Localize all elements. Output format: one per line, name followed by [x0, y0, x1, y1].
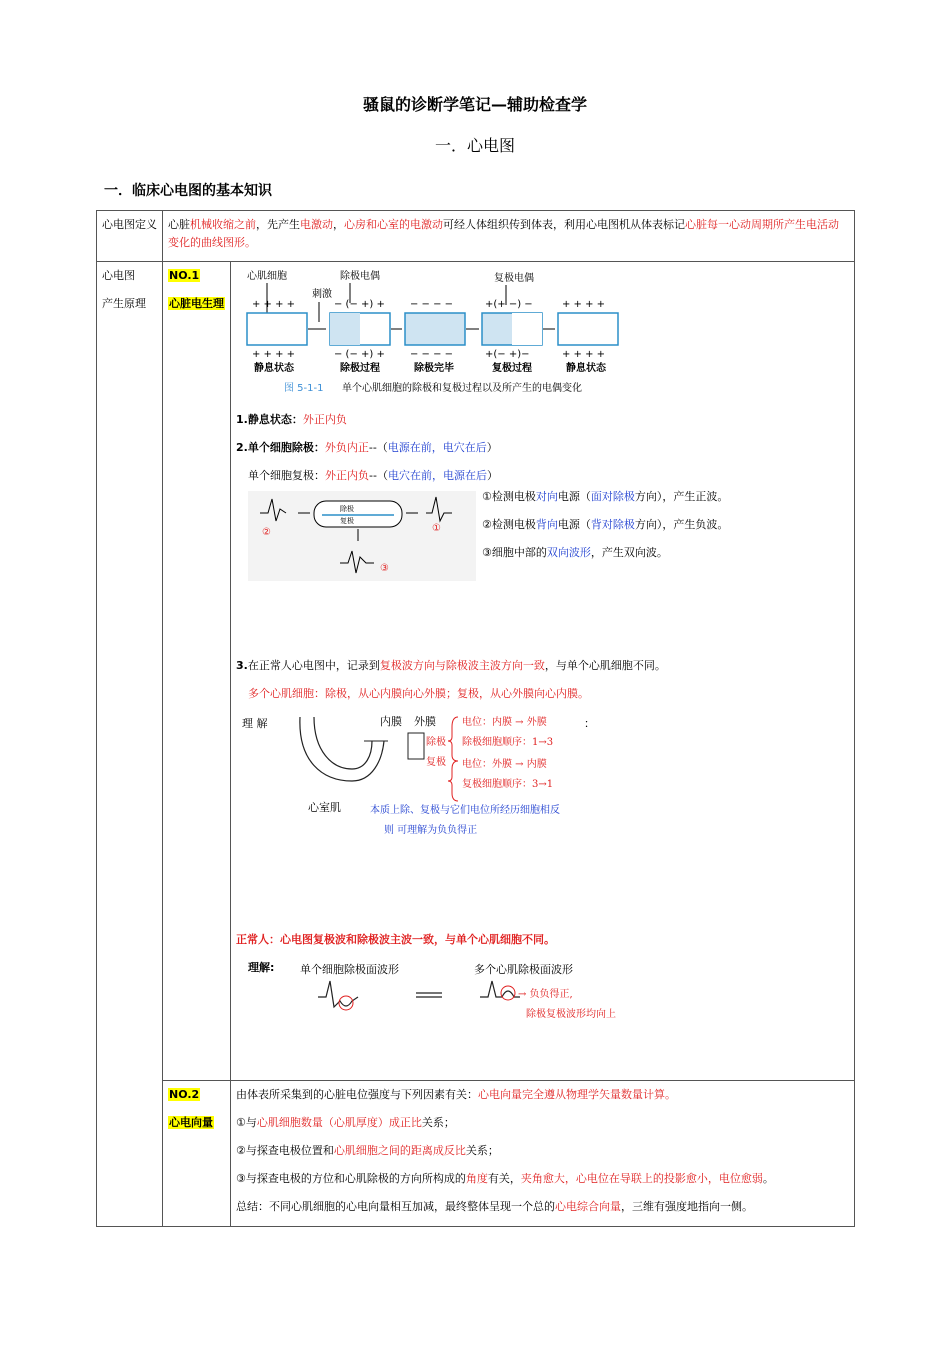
fig2-cell	[314, 501, 402, 527]
electrode-emphasis: 面对除极	[590, 490, 635, 503]
fig1-cell-depolarized	[405, 313, 465, 345]
vector-row	[97, 1081, 855, 1227]
point3-text: ，与单个心肌细胞不同。	[544, 659, 666, 672]
fig1-label-repol: 复极过程	[492, 363, 532, 374]
definition-emphasis: 机械收缩之前	[190, 218, 256, 231]
definition-text: 可经人体组织传到体表，利用心电图机从体表标记	[443, 218, 685, 231]
fig1-charge: + + + +	[562, 349, 606, 360]
vector-emphasis: 夹角愈大，心电位在导联上的投影愈小，电位愈弱	[520, 1172, 763, 1185]
electrode-text: 方向），产生负波。	[634, 518, 729, 531]
fig3-cell-stack	[408, 733, 424, 759]
fig2-depol-label: 除极	[340, 505, 354, 513]
fig4-note2: 除极复极波形均向上	[526, 1009, 616, 1020]
normal-person-note: 正常人：心电图复极波和除极波主波一致，与单个心肌细胞不同。	[236, 933, 555, 946]
repol-label: 单个细胞复极：	[248, 469, 325, 482]
fig3-outer-label: 外膜	[414, 715, 436, 728]
understand-label-2: 理解:	[248, 961, 275, 974]
no1-badge: NO.1	[169, 269, 200, 282]
fig1-label-cell: 心肌细胞	[247, 271, 287, 282]
repol-sep: --（	[369, 469, 388, 482]
fig1-label-depol-done: 除极完毕	[414, 363, 454, 374]
definition-row	[97, 211, 855, 262]
point3-num: 3.	[236, 659, 248, 672]
fig4-right-label: 多个心肌除极面波形	[474, 963, 573, 976]
vector-emphasis: 心肌细胞数量（心肌厚度）成正比	[256, 1116, 422, 1129]
depol-label: 2.单个细胞除极：	[236, 441, 325, 454]
fig3-inner-label: 内膜	[380, 715, 402, 728]
vector-text: 关系；	[421, 1116, 455, 1129]
no2-badge: NO.2	[169, 1088, 200, 1101]
waveform-comparison	[296, 957, 646, 1027]
fig2-num1: ①	[432, 523, 441, 534]
vector-emphasis: 心肌细胞之间的距离成反比	[333, 1144, 466, 1157]
resting-label: 1.静息状态：	[236, 413, 303, 426]
fig3-line2: 除极细胞顺序：1→3	[462, 737, 554, 748]
definition-label-cell	[97, 211, 163, 262]
fig1-charge: − − − −	[410, 299, 454, 310]
chapter-title: 一．心电图	[434, 136, 515, 155]
electrode-emphasis: 背对除极	[590, 518, 635, 531]
fig1-charge: − (− +) +	[334, 349, 385, 360]
fig1-charge: +(− +)−	[485, 349, 530, 360]
electrode-text: 电源（	[557, 518, 591, 531]
vector-text: 。	[762, 1172, 774, 1185]
fig1-charge: +(+ −) −	[485, 299, 533, 310]
fig1-label-depol-dipole: 除极电偶	[340, 271, 380, 282]
vector-text: 关系；	[465, 1144, 499, 1157]
definition-text: 心脏	[168, 218, 190, 231]
depol-value: 外负内正	[324, 441, 369, 454]
vector-emphasis: 心电综合向量	[555, 1200, 621, 1213]
section-heading: 一．临床心电图的基本知识	[104, 183, 272, 199]
principle-row	[97, 262, 855, 1081]
fig4-note1: → 负负得正,	[518, 989, 573, 1000]
fig1-caption: 单个心肌细胞的除极和复极过程以及所产生的电偶变化	[342, 383, 582, 394]
fig1-clear	[512, 313, 542, 345]
principle-label-line2: 产生原理	[102, 297, 146, 310]
understanding-block-1	[236, 711, 849, 851]
fig3-repol-label: 复极	[426, 757, 446, 768]
fig1-charge: + + + +	[562, 299, 606, 310]
point3-emphasis: 复极波方向与除极波主波方向一致	[379, 659, 545, 672]
no2-cell	[163, 1081, 231, 1227]
repol-end: ）	[486, 469, 498, 482]
depol-note: 电源在前，电穴在后	[387, 441, 487, 454]
vector-text: 有关，	[487, 1172, 521, 1185]
fig1-hatch	[330, 313, 360, 345]
no1-cell	[163, 262, 231, 1081]
vector-text: ①与	[236, 1116, 257, 1129]
electrode-emphasis: 背向	[535, 518, 558, 531]
definition-text-cell	[163, 211, 855, 262]
fig1-label-rest2: 静息状态	[566, 363, 606, 374]
electrode-diagram	[248, 491, 476, 581]
fig4-left-label: 单个细胞除极面波形	[300, 963, 399, 976]
fig2-num2: ②	[262, 527, 271, 538]
fig1-charge: + + + +	[252, 349, 296, 360]
fig1-label-depol: 除极过程	[340, 363, 380, 374]
fig3-depol-label: 除极	[426, 737, 446, 748]
electrode-text: ，产生双向波。	[590, 546, 668, 559]
understanding-block-2	[236, 957, 849, 1037]
multi-cell-note: 多个心肌细胞：除极，从心内膜向心外膜；复极，从心外膜向心内膜。	[248, 687, 589, 700]
electrophysiology-content	[231, 262, 855, 1081]
principle-label-line1: 心电图	[102, 269, 135, 282]
electrode-text: ①检测电极	[482, 490, 536, 503]
definition-emphasis: 电激动	[300, 218, 333, 231]
fig2-repol-label: 复极	[340, 517, 354, 525]
electrode-emphasis: 双向波形	[546, 546, 591, 559]
definition-text: ，	[333, 218, 344, 231]
fig3-muscle-label: 心室肌	[308, 801, 341, 814]
fig1-charge: − − − −	[410, 349, 454, 360]
fig3-inner-wall	[314, 717, 372, 769]
fig4-highlight	[501, 986, 515, 1000]
vector-text: ，三维有强度地指向一侧。	[621, 1200, 753, 1213]
vector-emphasis: 心电向量完全遵从物理学矢量数量计算。	[478, 1088, 676, 1101]
vector-text: ②与探查电极位置和	[236, 1144, 334, 1157]
vector-content	[231, 1081, 855, 1227]
repol-value: 外正内负	[325, 469, 369, 482]
fig3-line3: 电位：外膜 → 内膜	[462, 759, 547, 770]
fig3-brace-bottom	[448, 761, 458, 801]
depol-sep: --（	[368, 441, 388, 454]
fig1-charge: + + + +	[252, 299, 296, 310]
fig1-cell-resting	[247, 313, 307, 345]
depol-end: ）	[486, 441, 498, 454]
electrode-block	[236, 491, 849, 581]
fig4-single-wave	[318, 981, 358, 1007]
fig1-label-stimulus: 刺激	[312, 289, 332, 300]
ventricle-sketch	[292, 711, 622, 841]
fig1-label-rest: 静息状态	[254, 363, 294, 374]
electrode-explanations	[482, 483, 728, 581]
fig3-line4: 复极细胞顺序：3→1	[462, 779, 554, 790]
fig1-cell-rest-again	[558, 313, 618, 345]
definition-emphasis: 心房和心室的电激动	[344, 218, 443, 231]
resting-value: 外正内负	[302, 413, 347, 426]
point3-text: 在正常人心电图中，记录到	[247, 659, 380, 672]
vector-text: 总结：不同心肌细胞的心电向量相互加减，最终整体呈现一个总的	[236, 1200, 555, 1213]
fig3-note2: 则 可理解为负负得正	[384, 825, 478, 836]
fig2-num3: ③	[380, 563, 389, 574]
definition-text: ，先产生	[256, 218, 300, 231]
vector-emphasis: 角度	[465, 1172, 488, 1185]
electrode-text: ③细胞中部的	[482, 546, 547, 559]
no1-title: 心脏电生理	[169, 297, 224, 310]
fig3-note1: 本质上除、复极与它们电位所经历细胞相反	[370, 805, 560, 816]
principle-label-cell	[97, 262, 163, 1227]
understand-colon: ：	[584, 717, 595, 730]
electrode-emphasis: 对向	[535, 490, 558, 503]
repol-note: 电穴在前，电源在后	[387, 469, 487, 482]
fig1-caption-number: 图 5-1-1	[284, 383, 324, 394]
vector-text: 由体表所采集到的心脏电位强度与下列因素有关：	[236, 1088, 478, 1101]
depolarization-diagram	[242, 267, 622, 397]
fig1-label-repol-dipole: 复极电偶	[494, 273, 534, 284]
fig3-brace-top	[448, 717, 458, 761]
definition-label: 心电图定义	[102, 218, 157, 231]
fig1-charge: − (− +) +	[334, 299, 385, 310]
electrode-text: 方向），产生正波。	[634, 490, 729, 503]
vector-text: ③与探查电极的方位和心肌除极的方向所构成的	[236, 1172, 466, 1185]
notes-table	[96, 210, 855, 1227]
fig3-line1: 电位：内膜 → 外膜	[462, 717, 547, 728]
understand-label-1: 理 解	[242, 717, 268, 730]
no2-title: 心电向量	[169, 1116, 213, 1129]
electrode-text: ②检测电极	[482, 518, 536, 531]
electrode-text: 电源（	[557, 490, 591, 503]
definition-emphasis: 心脏每一心动周期所产生电活动变化的曲线图形。	[168, 218, 839, 249]
document-title: 骚鼠的诊断学笔记—辅助检查学	[362, 95, 587, 114]
